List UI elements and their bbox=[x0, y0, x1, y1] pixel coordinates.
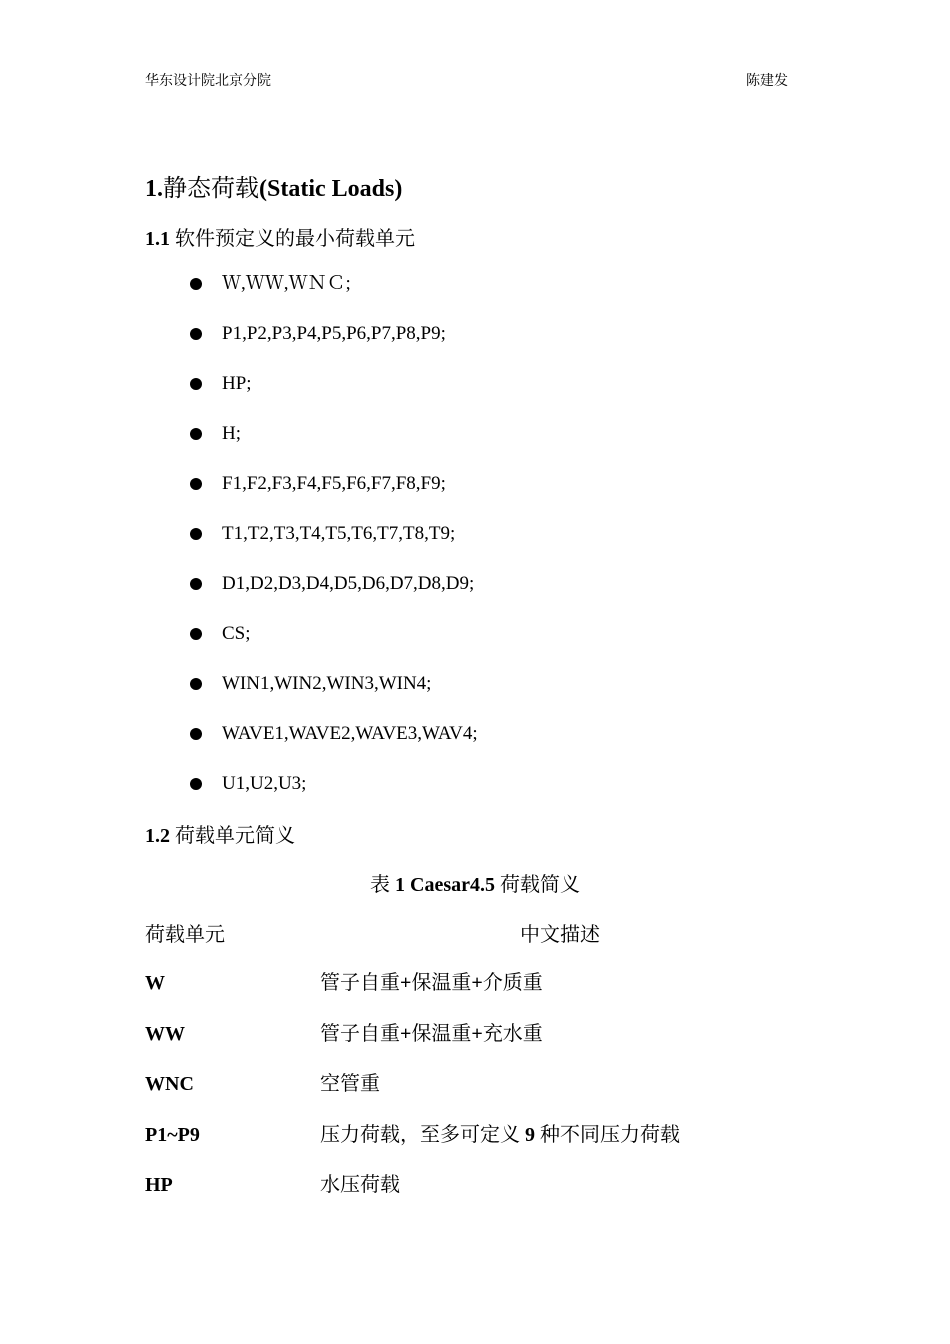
row-code: HP bbox=[145, 1174, 173, 1196]
table-row bbox=[145, 1069, 845, 1120]
bullet-icon bbox=[190, 328, 202, 340]
list-item-text: U1,U2,U3; bbox=[222, 773, 307, 794]
section-text: 软件预定义的最小荷载单元 bbox=[170, 228, 415, 250]
bullet-icon bbox=[190, 778, 202, 790]
description-segment: 9 bbox=[525, 1123, 535, 1146]
list-item bbox=[190, 270, 478, 320]
row-description bbox=[320, 1019, 845, 1049]
list-item bbox=[190, 720, 478, 770]
page-title bbox=[145, 168, 402, 203]
bullet-icon bbox=[190, 378, 202, 390]
list-item-text: D1,D2,D3,D4,D5,D6,D7,D8,D9; bbox=[222, 573, 475, 594]
list-item bbox=[190, 420, 478, 470]
description-segment: 充水重 bbox=[482, 1022, 543, 1045]
bullet-icon bbox=[190, 628, 202, 640]
table-header-desc: 中文描述 bbox=[520, 924, 600, 946]
row-description bbox=[320, 1069, 845, 1099]
description-segment: + bbox=[400, 972, 412, 994]
title-number: 1. bbox=[145, 176, 163, 202]
description-segment: 种不同压力荷载 bbox=[535, 1123, 680, 1146]
bullet-icon bbox=[190, 478, 202, 490]
description-segment: 压力荷载，至多可定义 bbox=[320, 1123, 525, 1146]
list-item bbox=[190, 370, 478, 420]
load-unit-list bbox=[190, 270, 478, 820]
list-item bbox=[190, 770, 478, 820]
list-item bbox=[190, 670, 478, 720]
description-segment: + bbox=[471, 972, 483, 994]
list-item-text: T1,T2,T3,T4,T5,T6,T7,T8,T9; bbox=[222, 523, 456, 544]
row-code: WNC bbox=[145, 1073, 194, 1095]
list-item-text: WIN1,WIN2,WIN3,WIN4; bbox=[222, 673, 432, 694]
caption-prefix: 表 bbox=[370, 874, 395, 896]
table-row bbox=[145, 1019, 845, 1070]
bullet-icon bbox=[190, 678, 202, 690]
description-segment: + bbox=[471, 1022, 483, 1045]
bullet-icon bbox=[190, 578, 202, 590]
list-item-text: CS; bbox=[222, 623, 251, 644]
list-item-text: H; bbox=[222, 423, 241, 444]
list-item bbox=[190, 470, 478, 520]
row-code: WW bbox=[145, 1022, 185, 1045]
description-segment: 介质重 bbox=[482, 972, 543, 994]
table-row bbox=[145, 968, 845, 1019]
description-segment: 水压荷载 bbox=[320, 1174, 400, 1196]
load-table bbox=[145, 968, 845, 1221]
row-code: W bbox=[145, 972, 165, 994]
bullet-icon bbox=[190, 428, 202, 440]
list-item-text: F1,F2,F3,F4,F5,F6,F7,F8,F9; bbox=[222, 473, 446, 494]
list-item bbox=[190, 570, 478, 620]
table-header-code: 荷载单元 bbox=[145, 924, 225, 946]
description-segment: 空管重 bbox=[320, 1073, 380, 1095]
list-item bbox=[190, 620, 478, 670]
header-left-text: 华东设计院北京分院 bbox=[145, 74, 271, 89]
bullet-icon bbox=[190, 278, 202, 290]
list-item bbox=[190, 520, 478, 570]
list-item-text: P1,P2,P3,P4,P5,P6,P7,P8,P9; bbox=[222, 323, 446, 344]
row-description bbox=[320, 1170, 845, 1200]
description-segment: 管子自重 bbox=[320, 972, 400, 994]
table-row bbox=[145, 1170, 845, 1221]
list-item bbox=[190, 320, 478, 370]
section-heading-1-1 bbox=[145, 222, 415, 251]
description-segment: 管子自重 bbox=[320, 1022, 400, 1045]
bullet-icon bbox=[190, 728, 202, 740]
caption-bold: 1 Caesar4.5 bbox=[395, 874, 495, 896]
list-item-text: HP; bbox=[222, 373, 252, 394]
table-row bbox=[145, 1120, 845, 1171]
description-segment: + bbox=[400, 1022, 412, 1045]
list-item-text: WAVE1,WAVE2,WAVE3,WAV4; bbox=[222, 723, 478, 744]
header-right-text: 陈建发 bbox=[746, 74, 788, 89]
section-heading-1-2 bbox=[145, 819, 295, 848]
list-item-text: Ｗ,ＷＷ,ＷＮＣ; bbox=[222, 273, 351, 294]
bullet-icon bbox=[190, 528, 202, 540]
section-number: 1.2 bbox=[145, 825, 170, 847]
table-caption bbox=[0, 868, 950, 897]
title-text: 静态荷载 bbox=[163, 176, 259, 202]
section-text: 荷载单元简义 bbox=[170, 825, 295, 847]
section-number: 1.1 bbox=[145, 228, 170, 250]
caption-suffix: 荷载简义 bbox=[494, 874, 580, 896]
title-english: (Static Loads) bbox=[259, 176, 403, 202]
description-segment: 保温重 bbox=[411, 972, 472, 994]
row-description bbox=[320, 968, 845, 998]
description-segment: 保温重 bbox=[411, 1022, 472, 1045]
row-code: P1~P9 bbox=[145, 1123, 200, 1146]
row-description bbox=[320, 1120, 845, 1150]
